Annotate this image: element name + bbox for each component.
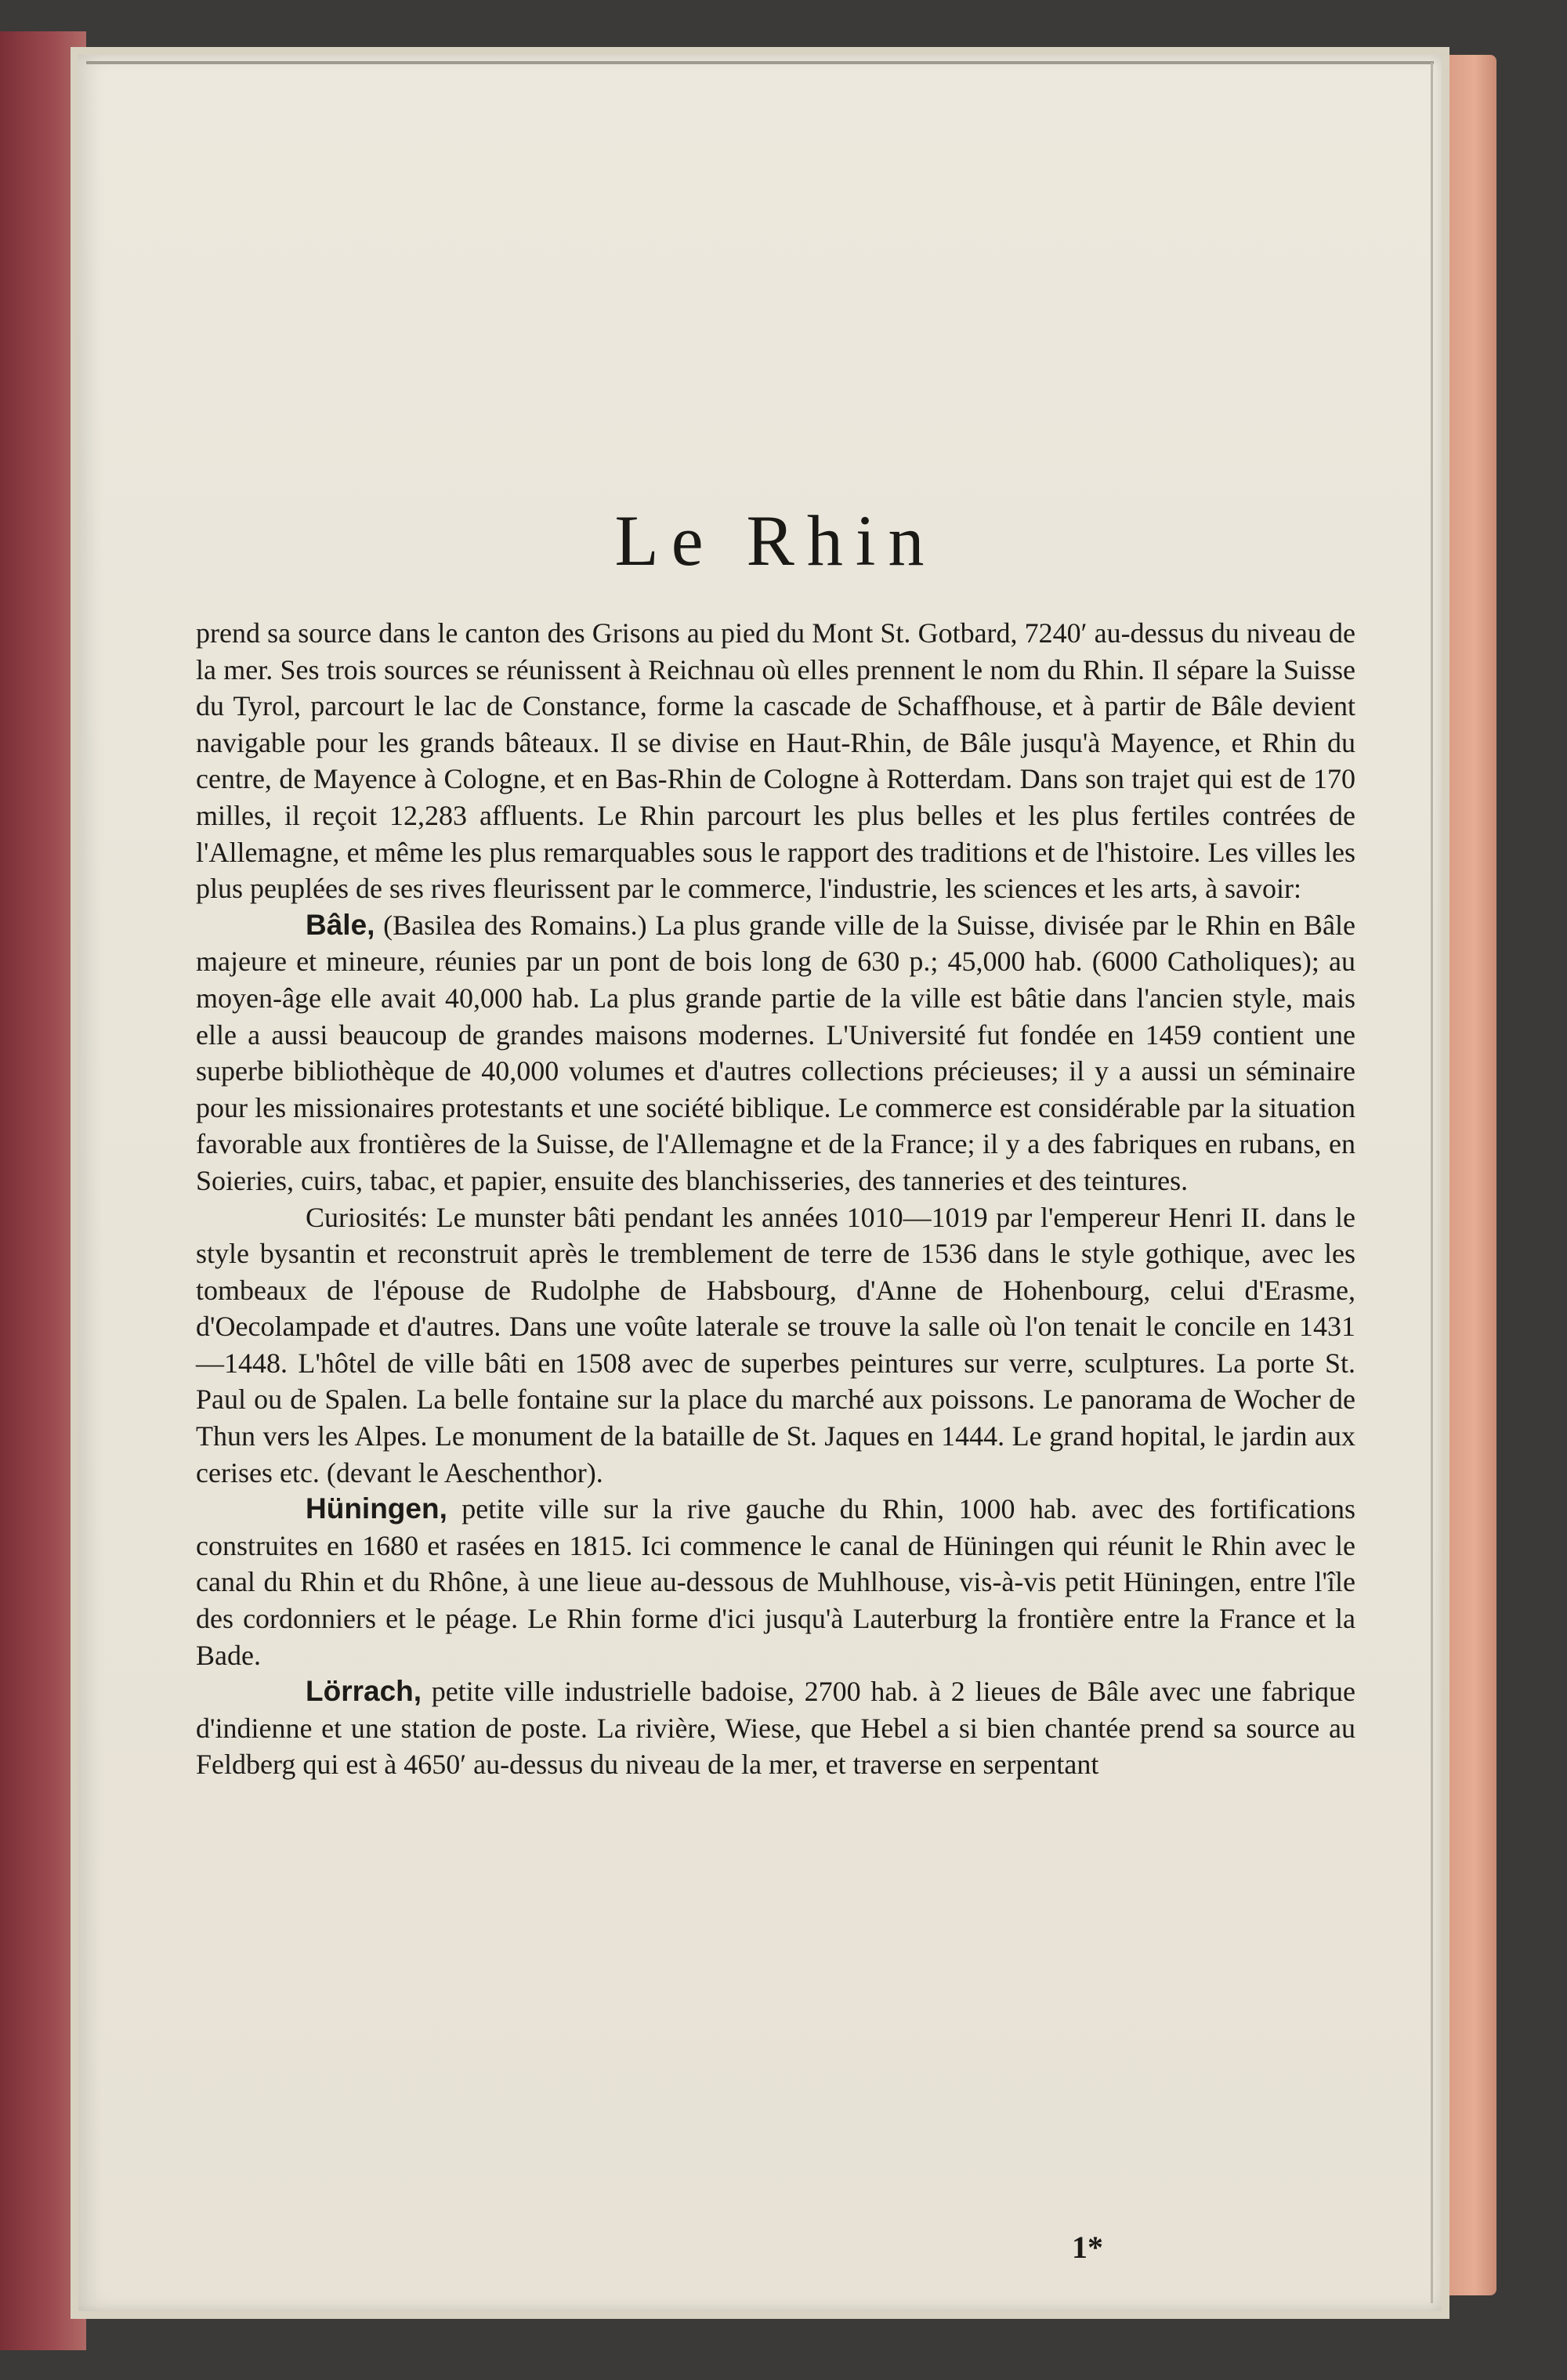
paragraph-huningen: [196, 1491, 1355, 1673]
paragraph-text: (Basilea des Romains.) La plus grande ville de la Suisse, divisée par le Rhin en Bâle majeure et mineure, réunies par un pont de bois long de 630 p.; 45,000 hab. (6000 Catholiques); au moyen-âge elle avait 40,000 hab. La plus grande partie de la ville est bâtie dans l'ancien style, mais elle a aussi beaucoup de grandes maisons modernes. L'Université fut fondée en 1459 contient une superbe bibliothèque de 40,000 volumes et d'autres collections précieuses; il y a aussi un séminaire pour les missionaires protestants et une société biblique. Le commerce est considérable par la situation favorable aux frontières de la Suisse, de l'Allemagne et de la France; il y a des fabriques en rubans, en Soieries, cuirs, tabac, et papier, ensuite des blanchisseries, des tanneries et des teintures.: [196, 909, 1355, 1196]
paragraph-text: petite ville sur la rive gauche du Rhin, 1000 hab. avec des fortifications construites en 1680 et rasées en 1815. Ici commence le canal de Hüningen qui réunit le Rhin avec le canal du Rhin et du Rhône, à une lieue au-dessous de Muhlhouse, vis-à-vis petit Hüningen, entre l'île des cordonniers et le péage. Le Rhin forme d'ici jusqu'à Lauterburg la frontière entre la France et la Bade.: [196, 1493, 1355, 1671]
page-top-rule: [86, 61, 1434, 64]
paragraph-lead: Hüningen,: [306, 1492, 447, 1525]
page-right-rule: [1431, 63, 1433, 2303]
document-body: [196, 615, 1355, 1783]
paragraph-lead: Bâle,: [306, 908, 375, 941]
paragraph-lead: Lörrach,: [306, 1675, 422, 1708]
signature-mark: 1*: [1072, 2230, 1103, 2265]
paragraph-text: Curiosités: Le munster bâti pendant les années 1010—1019 par l'empereur Henri II. dans le style bysantin et reconstruit après le tremblement de terre de 1536 dans le style gothique, avec les tombeaux de l'épouse de Rudolphe de Habsbourg, d'Anne de Hohenbourg, celui d'Erasme, d'Oecolampade et d'autres. Dans une voûte laterale se trouve la salle où l'on tenait le concile en 1431—1448. L'hôtel de ville bâti en 1508 avec de superbes peintures sur verre, sculptures. La porte St. Paul ou de Spalen. La belle fontaine sur la place du marché aux poissons. Le panorama de Wocher de Thun vers les Alpes. Le monument de la bataille de St. Jaques en 1444. Le grand hopital, le jardin aux cerises etc. (devant le Aeschenthor).: [196, 1201, 1355, 1488]
paragraph-text: petite ville industrielle badoise, 2700 hab. à 2 lieues de Bâle avec une fabrique d'indienne et une station de poste. La rivière, Wiese, que Hebel a si bien chantée prend sa source au Feldberg qui est à 4650′ au-dessus du niveau de la mer, et traverse en serpentant: [196, 1676, 1355, 1781]
paragraph-intro: [196, 615, 1355, 907]
paragraph-lorrach: [196, 1673, 1355, 1783]
paragraph-bale: [196, 907, 1355, 1199]
book-cover-right-edge: [1442, 55, 1496, 2295]
paragraph-text: prend sa source dans le canton des Grisons au pied du Mont St. Gotbard, 7240′ au-dessus du niveau de la mer. Ses trois sources se réunissent à Reichnau où elles prennent le nom du Rhin. Il sépare la Suisse du Tyrol, parcourt le lac de Constance, forme la cascade de Schaffhouse, et à partir de Bâle devient navigable pour les grands bâteaux. Il se divise en Haut-Rhin, de Bâle jusqu'à Mayence, et Rhin du centre, de Mayence à Cologne, et en Bas-Rhin de Cologne à Rotterdam. Dans son trajet qui est de 170 milles, il reçoit 12,283 affluents. Le Rhin parcourt les plus belles et les plus fertiles contrées de l'Allemagne, et même les plus remarquables sous le rapport des traditions et de l'histoire. Les villes les plus peuplées de ses rives fleurissent par le commerce, l'industrie, les sciences et les arts, à savoir:: [196, 617, 1355, 905]
paragraph-curiosites: [196, 1199, 1355, 1492]
page-title: Le Rhin: [614, 501, 937, 581]
